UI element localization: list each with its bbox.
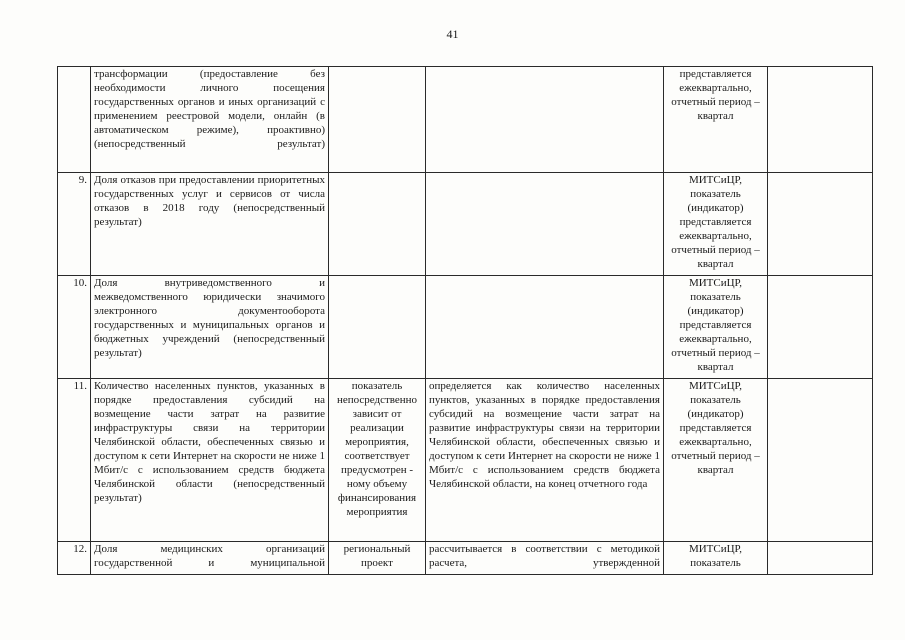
method-cell — [329, 276, 426, 379]
source-cell: МИТСиЦР, показатель (индикатор) представляется ежеквартально, отчетный период – квартал — [664, 276, 768, 379]
table-row — [58, 379, 873, 542]
extra-cell — [768, 67, 873, 173]
calculation-cell — [426, 67, 664, 173]
row-number: 10. — [58, 276, 91, 379]
extra-cell — [768, 173, 873, 276]
source-cell: представляется ежеквартально, отчетный период – квартал — [664, 67, 768, 173]
row-number: 11. — [58, 379, 91, 542]
method-cell: региональный проект — [329, 542, 426, 575]
source-cell: МИТСиЦР, показатель (индикатор) представляется ежеквартально, отчетный период – квартал — [664, 173, 768, 276]
source-cell: МИТСиЦР, показатель — [664, 542, 768, 575]
row-number: 12. — [58, 542, 91, 575]
method-cell — [329, 173, 426, 276]
table-row — [58, 173, 873, 276]
method-cell — [329, 67, 426, 173]
extra-cell — [768, 542, 873, 575]
table-row — [58, 67, 873, 173]
calculation-cell — [426, 173, 664, 276]
source-cell: МИТСиЦР, показатель (индикатор) представляется ежеквартально, отчетный период – квартал — [664, 379, 768, 542]
calculation-cell — [426, 276, 664, 379]
indicator-name: трансформации (предоставление без необходимости личного посещения государственных органов и иных организаций с применением реестровой модели, онлайн (в автоматическом режиме), проактивно) (непосредственный результат) — [91, 67, 329, 173]
indicators-table — [57, 66, 873, 575]
indicator-name: Доля внутриведомственного и межведомственного юридически значимого электронного документооборота государственных и муниципальных органов и бюджетных учреждений (непосредственный результат) — [91, 276, 329, 379]
calculation-cell: определяется как количество населенных пунктов, указанных в порядке предоставления субсидий на возмещение части затрат на развитие инфраструктуры связи на территории Челябинской области, обеспеченных связью и доступом к сети Интернет на скорости не ниже 1 Мбит/с с использованием средств бюджета Челябинской области, на конец отчетного года — [426, 379, 664, 542]
method-cell: показатель непосредственно зависит от реализации мероприятия, соответствует предусмотрен - ному объему финансирования мероприятия — [329, 379, 426, 542]
indicator-name: Доля отказов при предоставлении приоритетных государственных услуг и сервисов от числа отказов в 2018 году (непосредственный результат) — [91, 173, 329, 276]
extra-cell — [768, 276, 873, 379]
calculation-cell: рассчитывается в соответствии с методикой расчета, утвержденной — [426, 542, 664, 575]
page-number: 41 — [446, 27, 459, 41]
table-row — [58, 276, 873, 379]
row-number — [58, 67, 91, 173]
row-number: 9. — [58, 173, 91, 276]
indicator-name: Количество населенных пунктов, указанных в порядке предоставления субсидий на возмещение части затрат на развитие инфраструктуры связи на территории Челябинской области, обеспеченных связью и доступом к сети Интернет на скорости не ниже 1 Мбит/с с использованием средств бюджета Челябинской области (непосредственный результат) — [91, 379, 329, 542]
indicator-name: Доля медицинских организаций государственной и муниципальной — [91, 542, 329, 575]
table-row — [58, 542, 873, 575]
extra-cell — [768, 379, 873, 542]
